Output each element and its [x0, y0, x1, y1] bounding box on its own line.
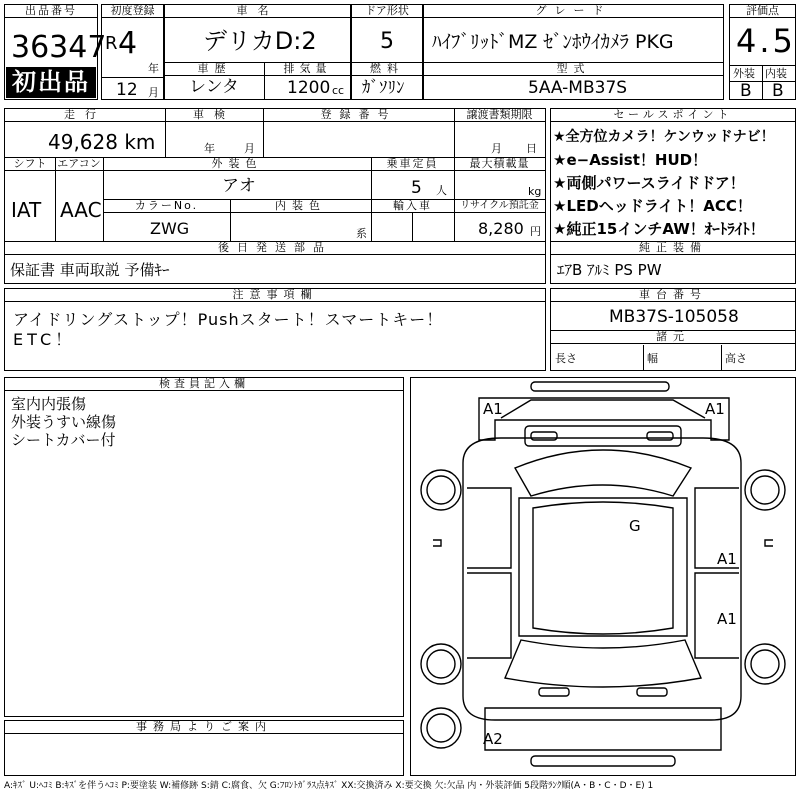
length-label: 長さ	[555, 352, 577, 365]
load-unit: kg	[528, 185, 542, 198]
capacity-unit: 人	[436, 184, 447, 197]
grade-value: ﾊｲﾌﾞﾘｯﾄﾞMZ ｾﾞﾝﾎｳｲｶﾒﾗ PKG	[432, 31, 674, 53]
inspector-line-1: 室内内張傷	[11, 395, 87, 413]
ac-value: AAC	[60, 198, 102, 222]
door-value: 5	[380, 29, 394, 54]
capacity-label: 乗車定員	[371, 158, 454, 171]
displacement-label: 排気量	[265, 63, 350, 76]
capacity-value: 5	[411, 178, 422, 198]
sales-point-5: ★純正15インチAW！ｵｰﾄﾗｲﾄ！	[553, 220, 765, 238]
first-reg-label: 初度登録	[102, 5, 163, 18]
notes-line-1: アイドリングストップ！Pushスタート！スマートキー！	[13, 310, 444, 329]
recycle-label: リサイクル預託金	[454, 200, 545, 213]
chassis-value: MB37S-105058	[609, 307, 739, 327]
model-label: 型式	[424, 63, 723, 76]
year-num: 4	[118, 26, 138, 61]
int-color-unit: 系	[356, 227, 367, 240]
car-diagram-box	[410, 377, 796, 776]
notes-box	[4, 288, 546, 371]
ac-label: エアコン	[55, 158, 103, 171]
inspector-line-2: 外装うすい線傷	[11, 413, 117, 431]
car-name: デリカD:2	[203, 27, 317, 55]
color-value: アオ	[222, 176, 256, 196]
grade-box	[423, 4, 724, 63]
mileage-label: 走行	[5, 109, 165, 122]
inspection-year-unit: 年	[204, 142, 215, 155]
displacement-value: 1200	[287, 78, 331, 98]
notes-line-2: ETC！	[13, 330, 76, 349]
width-label: 幅	[647, 352, 658, 365]
score-box	[729, 4, 796, 100]
inspection-label: 車検	[165, 109, 263, 122]
transfer-label: 譲渡書類期限	[454, 109, 545, 122]
later-parts-value: 保証書 車両取説 予備ｷｰ	[10, 261, 170, 279]
int-color-label: 内装色	[230, 200, 371, 213]
month-unit: 月	[148, 86, 159, 99]
car-name-label: 車名	[165, 5, 350, 18]
sales-point-1: ★全方位カメラ！ケンウッドナビ！	[553, 129, 775, 145]
era: R	[105, 33, 118, 54]
history-box	[164, 62, 265, 100]
genuine-label: 純正装備	[551, 242, 795, 255]
displacement-box	[264, 62, 351, 100]
recycle-unit: 円	[530, 225, 541, 238]
mark-windshield: G	[629, 517, 641, 535]
shift-label: シフト	[5, 158, 55, 171]
mark-right-rear-door: A1	[717, 610, 737, 628]
dims-label: 諸元	[551, 331, 795, 344]
first-listing-badge: 初出品	[6, 67, 96, 98]
car-diagram	[411, 378, 795, 775]
inspection-month-unit: 月	[244, 142, 255, 155]
model-value: 5AA-MB37S	[528, 78, 628, 98]
model-box	[423, 62, 724, 100]
inspector-label: 検査員記入欄	[5, 378, 403, 391]
year-unit: 年	[148, 62, 159, 75]
car-name-box	[164, 4, 351, 63]
transfer-month-unit: 月	[491, 142, 502, 155]
sales-points-box	[550, 108, 796, 284]
exterior-label: 外装	[733, 67, 755, 80]
mark-rear: A2	[483, 730, 503, 748]
listing-box	[4, 4, 107, 100]
interior-grade: B	[772, 81, 784, 101]
chassis-box	[550, 288, 796, 371]
office-box	[4, 720, 404, 776]
fuel-box	[351, 62, 423, 100]
chassis-label: 車台番号	[551, 289, 795, 302]
first-reg-box	[101, 4, 164, 100]
score-value: 4.5	[736, 22, 796, 60]
notes-label: 注意事項欄	[5, 289, 545, 302]
interior-label: 内装	[765, 67, 787, 80]
reg-no-label: 登録番号	[263, 109, 454, 122]
import-label: 輸入車	[371, 200, 454, 213]
fuel-value: ｶﾞｿﾘﾝ	[362, 78, 405, 98]
color-no-label: カラーNo.	[103, 200, 230, 213]
exterior-grade: B	[740, 81, 752, 101]
legend: A:ｷｽﾞ U:ﾍｺﾐ B:ｷｽﾞを伴うﾍｺﾐ P:要塗装 W:補修跡 S:錆 C:腐食、欠 G:ﾌﾛﾝﾄｶﾞﾗｽ点ｷｽﾞ XX:交換済み X:要交換 欠:欠品 内・外装評価 5段階ﾗﾝｸ順(A・B・C・D・E) 1	[4, 781, 654, 791]
cc-unit: cc	[332, 84, 345, 97]
color-no-value: ZWG	[150, 219, 190, 238]
sales-points-label: セールスポイント	[551, 109, 795, 122]
grade-label: グレード	[424, 5, 723, 18]
score-label: 評価点	[730, 5, 795, 18]
listing-no: 36347	[11, 30, 107, 65]
mark-front-right: A1	[705, 400, 725, 418]
load-label: 最大積載量	[454, 158, 545, 171]
sales-point-4: ★LEDヘッドライト！ACC！	[553, 197, 752, 215]
sales-point-2: ★e−Assist！HUD！	[553, 151, 708, 169]
inspector-line-3: シートカバー付	[11, 431, 116, 449]
height-label: 高さ	[725, 352, 747, 365]
shift-value: IAT	[11, 198, 42, 222]
later-parts-label: 後日発送部品	[5, 242, 545, 255]
month-num: 12	[116, 80, 138, 100]
fuel-label: 燃料	[352, 63, 422, 76]
door-box	[351, 4, 423, 63]
mark-front-left: A1	[483, 400, 503, 418]
transfer-day-unit: 日	[526, 142, 537, 155]
sales-point-3: ★両側パワースライドドア！	[553, 174, 745, 192]
mileage-value: 49,628 km	[48, 130, 156, 154]
mark-right-front-door: A1	[717, 550, 737, 568]
door-label: ドア形状	[352, 5, 422, 18]
listing-no-label: 出品番号	[5, 5, 97, 18]
history-label: 車歴	[165, 63, 264, 76]
genuine-value: ｴｱB ｱﾙﾐ PS PW	[557, 261, 662, 279]
history-value: レンタ	[189, 77, 239, 97]
recycle-value: 8,280	[478, 219, 524, 238]
color-label: 外装色	[103, 158, 371, 171]
office-label: 事務局よりご案内	[5, 721, 403, 734]
inspector-box	[4, 377, 404, 717]
